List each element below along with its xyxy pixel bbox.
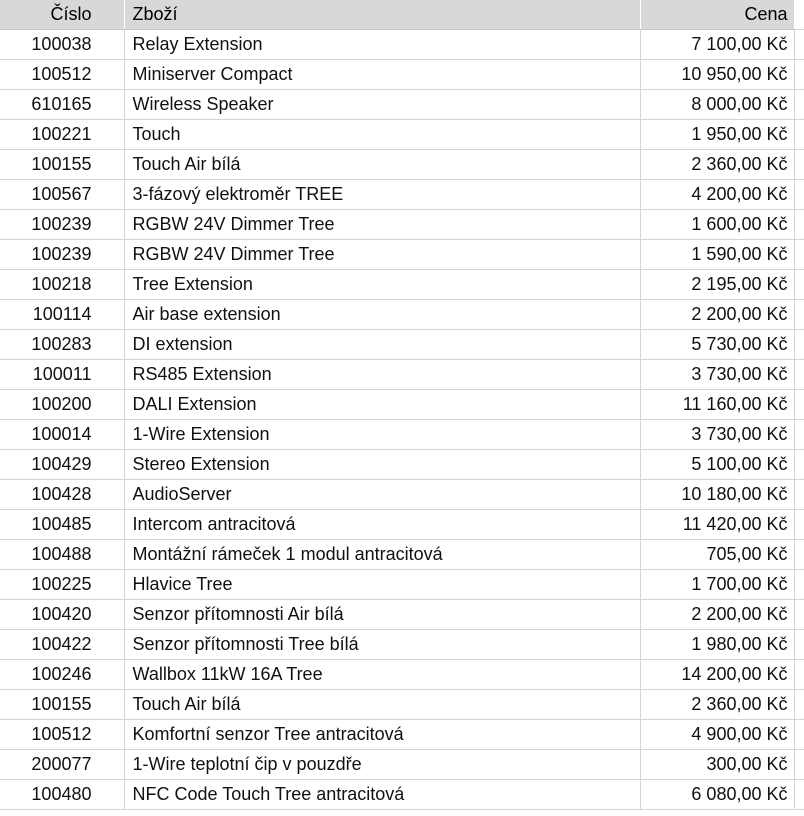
cell-empty[interactable] <box>794 150 804 180</box>
table-row <box>0 240 804 270</box>
cell-zbozi[interactable]: Miniserver Compact <box>124 60 640 90</box>
cell-cena[interactable]: 300,00 Kč <box>640 750 794 780</box>
cell-cislo[interactable]: 100200 <box>0 390 124 420</box>
cell-cislo[interactable]: 100512 <box>0 60 124 90</box>
cell-empty[interactable] <box>794 720 804 750</box>
cell-zbozi[interactable]: DALI Extension <box>124 390 640 420</box>
cell-cena[interactable]: 4 200,00 Kč <box>640 180 794 210</box>
table-row <box>0 120 804 150</box>
cell-zbozi[interactable]: Senzor přítomnosti Air bílá <box>124 600 640 630</box>
cell-cislo[interactable]: 100422 <box>0 630 124 660</box>
cell-cena[interactable]: 1 600,00 Kč <box>640 210 794 240</box>
header-zbozi[interactable]: Zboží <box>124 0 640 30</box>
cell-zbozi[interactable]: Hlavice Tree <box>124 570 640 600</box>
cell-zbozi[interactable]: Komfortní senzor Tree antracitová <box>124 720 640 750</box>
table-row <box>0 510 804 540</box>
table-row <box>0 630 804 660</box>
cell-cena[interactable]: 7 100,00 Kč <box>640 30 794 60</box>
cell-empty[interactable] <box>794 660 804 690</box>
cell-empty[interactable] <box>794 600 804 630</box>
cell-cena[interactable]: 5 100,00 Kč <box>640 450 794 480</box>
cell-cislo[interactable]: 100488 <box>0 540 124 570</box>
cell-empty[interactable] <box>794 300 804 330</box>
table-row <box>0 90 804 120</box>
table-row <box>0 570 804 600</box>
cell-zbozi[interactable]: RS485 Extension <box>124 360 640 390</box>
cell-cislo[interactable]: 100155 <box>0 690 124 720</box>
cell-cena[interactable]: 3 730,00 Kč <box>640 420 794 450</box>
cell-cena[interactable]: 2 360,00 Kč <box>640 150 794 180</box>
cell-empty[interactable] <box>794 180 804 210</box>
cell-cena[interactable]: 11 420,00 Kč <box>640 510 794 540</box>
cell-empty[interactable] <box>794 450 804 480</box>
cell-zbozi[interactable]: NFC Code Touch Tree antracitová <box>124 780 640 810</box>
cell-zbozi[interactable]: Montážní rámeček 1 modul antracitová <box>124 540 640 570</box>
cell-cena[interactable]: 705,00 Kč <box>640 540 794 570</box>
cell-cena[interactable]: 14 200,00 Kč <box>640 660 794 690</box>
cell-cislo[interactable]: 100221 <box>0 120 124 150</box>
cell-cena[interactable]: 6 080,00 Kč <box>640 780 794 810</box>
table-body <box>0 30 804 810</box>
header-cislo[interactable]: Číslo <box>0 0 124 30</box>
cell-empty[interactable] <box>794 630 804 660</box>
cell-cena[interactable]: 2 200,00 Kč <box>640 600 794 630</box>
cell-empty[interactable] <box>794 360 804 390</box>
cell-cislo[interactable]: 200077 <box>0 750 124 780</box>
cell-cislo[interactable]: 100038 <box>0 30 124 60</box>
header-cena[interactable]: Cena <box>640 0 794 30</box>
cell-zbozi[interactable]: Senzor přítomnosti Tree bílá <box>124 630 640 660</box>
cell-empty[interactable] <box>794 30 804 60</box>
table-row <box>0 30 804 60</box>
cell-empty[interactable] <box>794 750 804 780</box>
cell-zbozi[interactable]: Stereo Extension <box>124 450 640 480</box>
cell-cislo[interactable]: 100114 <box>0 300 124 330</box>
header-empty-cell[interactable] <box>794 0 804 30</box>
cell-cislo[interactable]: 100246 <box>0 660 124 690</box>
table-row <box>0 540 804 570</box>
cell-empty[interactable] <box>794 540 804 570</box>
cell-cislo[interactable]: 100420 <box>0 600 124 630</box>
table-row <box>0 420 804 450</box>
table-header <box>0 0 804 30</box>
table-row <box>0 60 804 90</box>
cell-cena[interactable]: 3 730,00 Kč <box>640 360 794 390</box>
cell-cislo[interactable]: 610165 <box>0 90 124 120</box>
cell-empty[interactable] <box>794 390 804 420</box>
cell-cislo[interactable]: 100218 <box>0 270 124 300</box>
cell-cislo[interactable]: 100428 <box>0 480 124 510</box>
cell-empty[interactable] <box>794 570 804 600</box>
cell-cislo[interactable]: 100480 <box>0 780 124 810</box>
cell-empty[interactable] <box>794 690 804 720</box>
cell-cislo[interactable]: 100225 <box>0 570 124 600</box>
cell-empty[interactable] <box>794 420 804 450</box>
cell-zbozi[interactable]: AudioServer <box>124 480 640 510</box>
cell-zbozi[interactable]: 1-Wire Extension <box>124 420 640 450</box>
table-row <box>0 360 804 390</box>
cell-zbozi[interactable]: 3-fázový elektroměr TREE <box>124 180 640 210</box>
cell-cislo[interactable]: 100429 <box>0 450 124 480</box>
cell-cena[interactable]: 4 900,00 Kč <box>640 720 794 750</box>
cell-cislo[interactable]: 100011 <box>0 360 124 390</box>
cell-cislo[interactable]: 100512 <box>0 720 124 750</box>
cell-empty[interactable] <box>794 330 804 360</box>
cell-cena[interactable]: 1 590,00 Kč <box>640 240 794 270</box>
cell-empty[interactable] <box>794 480 804 510</box>
table-row <box>0 390 804 420</box>
cell-cena[interactable]: 11 160,00 Kč <box>640 390 794 420</box>
cell-empty[interactable] <box>794 60 804 90</box>
cell-cena[interactable]: 1 950,00 Kč <box>640 120 794 150</box>
cell-cislo[interactable]: 100239 <box>0 210 124 240</box>
cell-cislo[interactable]: 100014 <box>0 420 124 450</box>
table-row <box>0 480 804 510</box>
cell-empty[interactable] <box>794 510 804 540</box>
table-row <box>0 300 804 330</box>
cell-empty[interactable] <box>794 90 804 120</box>
cell-cena[interactable]: 1 700,00 Kč <box>640 570 794 600</box>
header-row <box>0 0 804 30</box>
cell-cena[interactable]: 2 195,00 Kč <box>640 270 794 300</box>
cell-zbozi[interactable]: RGBW 24V Dimmer Tree <box>124 240 640 270</box>
table-row <box>0 270 804 300</box>
cell-cena[interactable]: 8 000,00 Kč <box>640 90 794 120</box>
cell-empty[interactable] <box>794 120 804 150</box>
table-row <box>0 600 804 630</box>
cell-zbozi[interactable]: Tree Extension <box>124 270 640 300</box>
cell-empty[interactable] <box>794 270 804 300</box>
cell-zbozi[interactable]: Touch Air bílá <box>124 150 640 180</box>
cell-zbozi[interactable]: Touch Air bílá <box>124 690 640 720</box>
cell-zbozi[interactable]: RGBW 24V Dimmer Tree <box>124 210 640 240</box>
cell-empty[interactable] <box>794 780 804 810</box>
table-row <box>0 750 804 780</box>
cell-cena[interactable]: 2 360,00 Kč <box>640 690 794 720</box>
cell-cena[interactable]: 10 180,00 Kč <box>640 480 794 510</box>
table-row <box>0 720 804 750</box>
cell-cislo[interactable]: 100283 <box>0 330 124 360</box>
cell-empty[interactable] <box>794 240 804 270</box>
table-row <box>0 690 804 720</box>
cell-cislo[interactable]: 100155 <box>0 150 124 180</box>
cell-zbozi[interactable]: 1-Wire teplotní čip v pouzdře <box>124 750 640 780</box>
cell-zbozi[interactable]: Air base extension <box>124 300 640 330</box>
cell-cena[interactable]: 5 730,00 Kč <box>640 330 794 360</box>
table-row <box>0 210 804 240</box>
table-row <box>0 330 804 360</box>
cell-empty[interactable] <box>794 210 804 240</box>
cell-zbozi[interactable]: Relay Extension <box>124 30 640 60</box>
cell-zbozi[interactable]: Wireless Speaker <box>124 90 640 120</box>
cell-cena[interactable]: 10 950,00 Kč <box>640 60 794 90</box>
table-row <box>0 450 804 480</box>
table-row <box>0 660 804 690</box>
cell-zbozi[interactable]: DI extension <box>124 330 640 360</box>
cell-cislo[interactable]: 100567 <box>0 180 124 210</box>
cell-zbozi[interactable]: Wallbox 11kW 16A Tree <box>124 660 640 690</box>
cell-cena[interactable]: 2 200,00 Kč <box>640 300 794 330</box>
cell-cislo[interactable]: 100485 <box>0 510 124 540</box>
cell-zbozi[interactable]: Intercom antracitová <box>124 510 640 540</box>
cell-cena[interactable]: 1 980,00 Kč <box>640 630 794 660</box>
cell-zbozi[interactable]: Touch <box>124 120 640 150</box>
table-row <box>0 780 804 810</box>
cell-cislo[interactable]: 100239 <box>0 240 124 270</box>
table-row <box>0 180 804 210</box>
table-row <box>0 150 804 180</box>
